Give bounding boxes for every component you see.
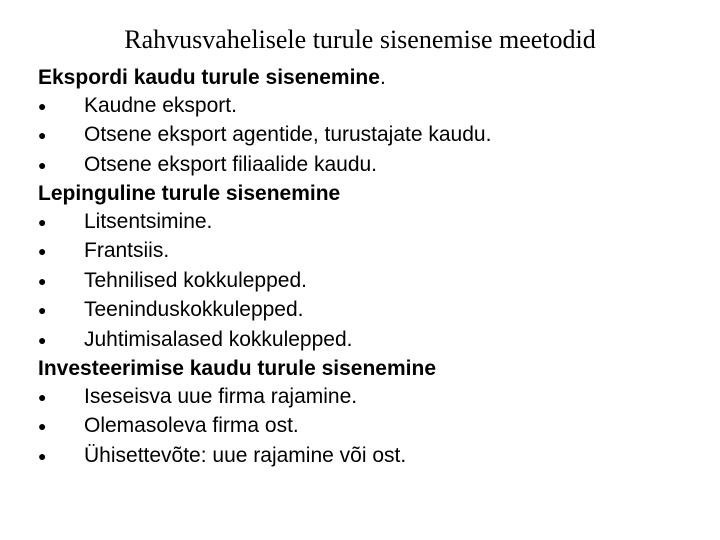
- bullet-icon: ●: [38, 213, 47, 230]
- bullet-icon: ●: [38, 97, 47, 114]
- list-item-text: Teeninduskokkulepped.: [84, 298, 304, 321]
- section-heading-suffix: .: [379, 66, 386, 89]
- slide-content: [38, 64, 698, 471]
- bullet-icon: ●: [38, 447, 47, 464]
- list-item-text: Otsene eksport filiaalide kaudu.: [84, 152, 378, 176]
- list-item-text: Iseseisva uue firma rajamine.: [84, 384, 358, 408]
- bullet-icon: ●: [38, 331, 47, 348]
- list-item: [38, 442, 698, 472]
- list-item: [38, 208, 698, 238]
- list-item: [38, 92, 698, 122]
- bullet-icon: ●: [38, 388, 47, 405]
- bullet-icon: ●: [38, 302, 47, 318]
- list-item-text: Otsene eksport agentide, turustajate kaudu.: [84, 123, 492, 146]
- bullet-icon: ●: [38, 272, 47, 289]
- list-item: [38, 296, 698, 326]
- section-heading-contractual: [38, 180, 698, 208]
- list-item-text: Kaudne eksport.: [84, 93, 237, 117]
- list-item: [38, 237, 698, 267]
- list-item: [38, 151, 698, 181]
- section-heading-text: Lepinguline turule sisenemine: [38, 182, 341, 205]
- list-item-text: Frantsiis.: [84, 239, 170, 262]
- list-item-text: Litsentsimine.: [84, 209, 213, 233]
- section-heading-text: Ekspordi kaudu turule sisenemine: [38, 66, 380, 89]
- list-item-text: Juhtimisalased kokkulepped.: [84, 327, 353, 351]
- list-item-text: Olemasoleva firma ost.: [84, 414, 299, 437]
- slide-title: Rahvusvahelisele turule sisenemise meetodid: [124, 25, 596, 54]
- list-item-text: Ühisettevõte: uue rajamine või ost.: [84, 443, 407, 467]
- section-heading-text: Investeerimise kaudu turule sisenemine: [38, 357, 436, 380]
- list-item: [38, 267, 698, 297]
- list-item: [38, 412, 698, 442]
- list-item: [38, 121, 698, 151]
- list-item-text: Tehnilised kokkulepped.: [84, 268, 307, 292]
- list-item: [38, 326, 698, 356]
- section-heading-investment: [38, 355, 698, 383]
- section-heading-export: [38, 64, 698, 92]
- bullet-icon: ●: [38, 127, 47, 143]
- bullet-icon: ●: [38, 418, 47, 434]
- list-item: [38, 383, 698, 413]
- bullet-icon: ●: [38, 243, 47, 259]
- bullet-icon: ●: [38, 156, 47, 173]
